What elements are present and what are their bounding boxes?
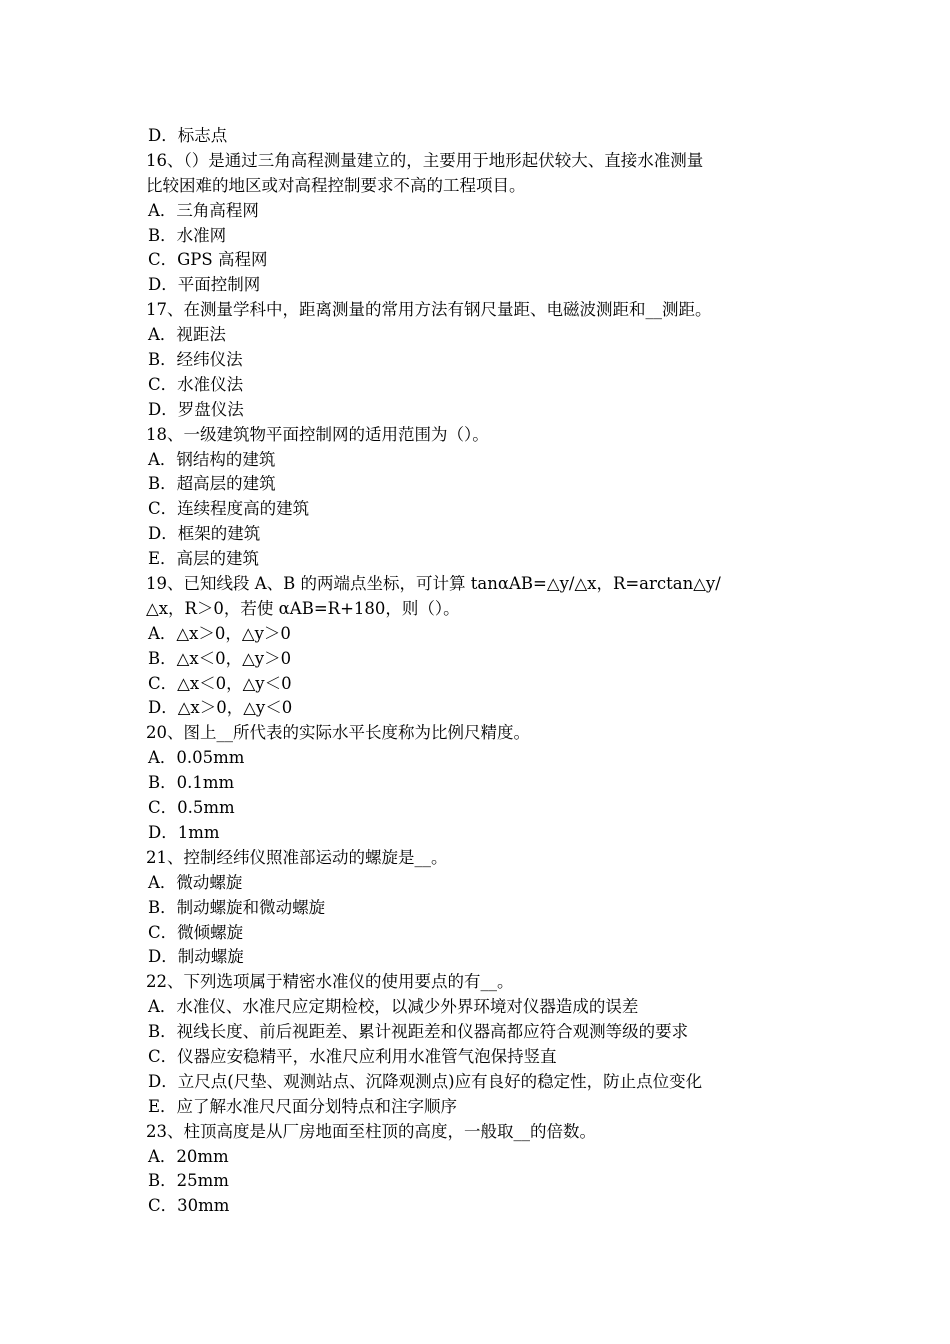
answer-option: B．视线长度、前后视距差、累计视距差和仪器高都应符合观测等级的要求 <box>148 1022 689 1042</box>
answer-option: D．1mm <box>148 822 220 842</box>
question-list <box>146 124 808 1219</box>
answer-option: D．立尺点(尺垫、观测站点、沉降观测点)应有良好的稳定性，防止点位变化 <box>148 1071 703 1091</box>
question-text: 19、已知线段 A、B 的两端点坐标，可计算 tanαAB=△y/△x，R=arctan△y/ <box>146 574 721 594</box>
answer-option: B．水准网 <box>148 225 227 245</box>
answer-option: B．经纬仪法 <box>148 350 243 370</box>
answer-option: C．GPS 高程网 <box>148 250 268 270</box>
question-text: 23、柱顶高度是从厂房地面至柱顶的高度，一般取__的倍数。 <box>146 1121 596 1141</box>
question-text: 18、一级建筑物平面控制网的适用范围为（）。 <box>146 424 489 444</box>
answer-option: D．罗盘仪法 <box>148 399 244 419</box>
question-text: △x，R＞0，若使 αAB=R+180，则（）。 <box>146 598 460 618</box>
answer-option: A．水准仪、水准尺应定期检校，以减少外界环境对仪器造成的误差 <box>148 997 639 1017</box>
answer-option: B．超高层的建筑 <box>148 474 276 494</box>
answer-option: C．仪器应安稳精平，水准尺应利用水准管气泡保持竖直 <box>148 1046 557 1066</box>
answer-option: C．水准仪法 <box>148 374 244 394</box>
question-text: 20、图上__所代表的实际水平长度称为比例尺精度。 <box>146 723 530 743</box>
question-text: 21、控制经纬仪照准部运动的螺旋是__。 <box>146 847 448 867</box>
answer-option: E．应了解水准尺尺面分划特点和注字顺序 <box>148 1096 458 1116</box>
answer-option: C．30mm <box>148 1196 230 1216</box>
answer-option: C．微倾螺旋 <box>148 922 244 942</box>
answer-option: D．标志点 <box>148 126 228 145</box>
answer-option: A．0.05mm <box>148 748 245 768</box>
answer-option: A．微动螺旋 <box>148 872 243 892</box>
question-text: 17、在测量学科中，距离测量的常用方法有钢尺量距、电磁波测距和__测距。 <box>146 300 712 320</box>
answer-option: D．制动螺旋 <box>148 947 244 967</box>
answer-option: A．三角高程网 <box>148 200 259 220</box>
question-text: 比较困难的地区或对高程控制要求不高的工程项目。 <box>146 175 526 195</box>
answer-option: D．△x＞0，△y＜0 <box>148 698 293 718</box>
answer-option: B．△x＜0，△y＞0 <box>148 648 292 668</box>
question-text: 16、（）是通过三角高程测量建立的，主要用于地形起伏较大、直接水准测量 <box>146 150 704 170</box>
answer-option: A．视距法 <box>148 325 226 345</box>
answer-option: E．高层的建筑 <box>148 549 260 569</box>
answer-option: C．连续程度高的建筑 <box>148 499 310 519</box>
question-text: 22、下列选项属于精密水准仪的使用要点的有__。 <box>146 972 514 992</box>
answer-option: A．20mm <box>148 1146 229 1166</box>
answer-option: B．0.1mm <box>148 773 235 793</box>
answer-option: A．钢结构的建筑 <box>148 449 276 469</box>
answer-option: C．0.5mm <box>148 798 235 818</box>
answer-option: B．25mm <box>148 1171 229 1191</box>
answer-option: B．制动螺旋和微动螺旋 <box>148 897 326 917</box>
answer-option: C．△x＜0，△y＜0 <box>148 673 292 693</box>
answer-option: D．框架的建筑 <box>148 524 261 544</box>
answer-option: D．平面控制网 <box>148 275 261 295</box>
answer-option: A．△x＞0，△y＞0 <box>148 623 291 643</box>
